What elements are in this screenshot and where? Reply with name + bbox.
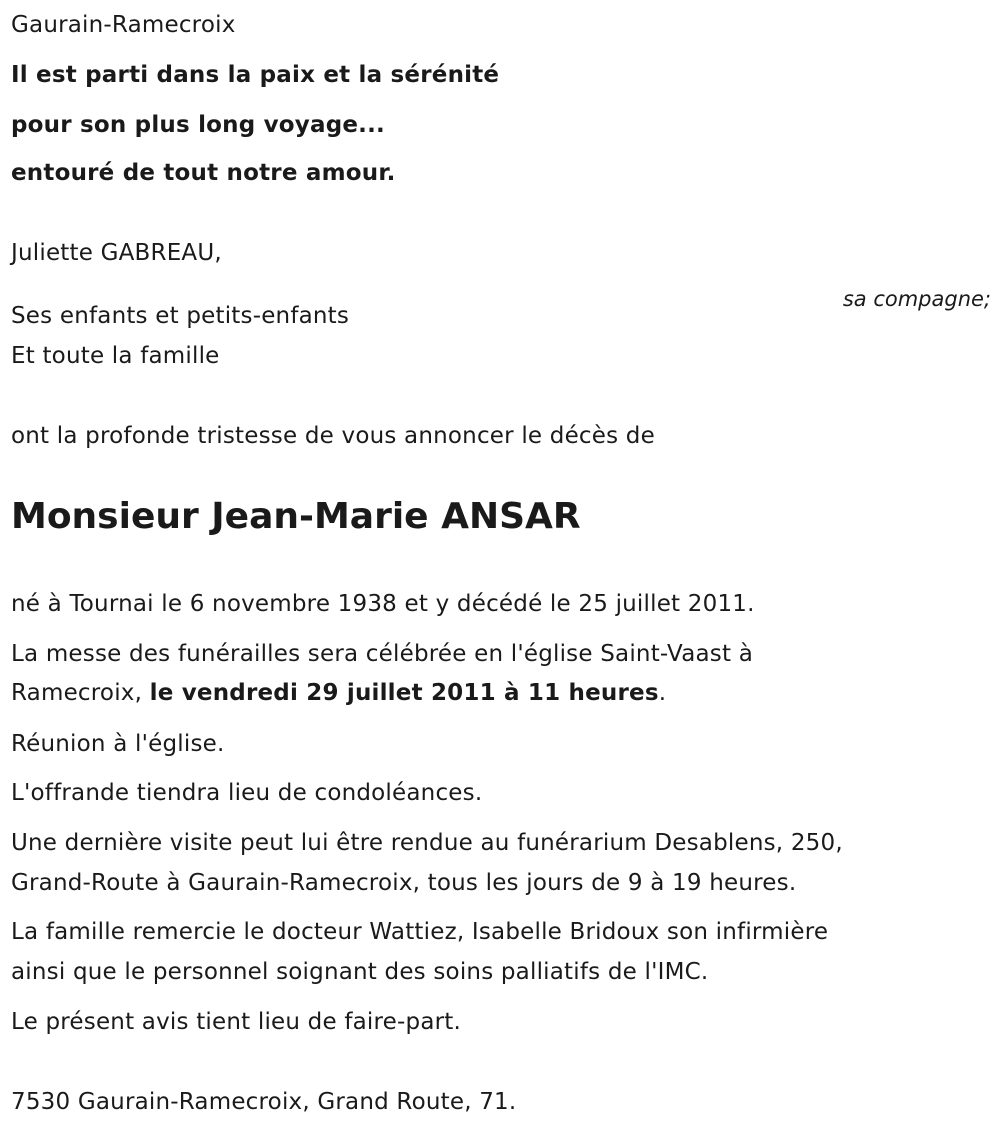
address-line: 7530 Gaurain-Ramecroix, Grand Route, 71. xyxy=(11,1089,517,1115)
funeral-place: Ramecroix, xyxy=(11,680,150,706)
family-line: Et toute la famille xyxy=(11,343,220,369)
visit-line-2: Grand-Route à Gaurain-Ramecroix, tous les jours de 9 à 19 heures. xyxy=(11,870,797,896)
thanks-line-2: ainsi que le personnel soignant des soins palliatifs de l'IMC. xyxy=(11,959,709,985)
funeral-line-2 xyxy=(11,678,666,708)
funeral-datetime: le vendredi 29 juillet 2011 à 11 heures xyxy=(149,680,659,706)
announcement-text: ont la profonde tristesse de vous annoncer le décès de xyxy=(11,423,655,449)
birth-death-line: né à Tournai le 6 novembre 1938 et y décédé le 25 juillet 2011. xyxy=(11,591,755,617)
children-line: Ses enfants et petits-enfants xyxy=(11,303,350,329)
poem-line-1: Il est parti dans la paix et la sérénité xyxy=(11,62,500,88)
poem-line-3: entouré de tout notre amour. xyxy=(11,160,396,186)
funeral-period: . xyxy=(658,680,667,706)
deceased-name: Monsieur Jean-Marie ANSAR xyxy=(11,496,581,537)
visit-line-1: Une dernière visite peut lui être rendue au funérarium Desablens, 250, xyxy=(11,830,843,856)
meeting-line: Réunion à l'église. xyxy=(11,731,225,757)
poem-line-2: pour son plus long voyage... xyxy=(11,112,385,138)
partner-name: Juliette GABREAU, xyxy=(11,240,222,266)
thanks-line-1: La famille remercie le docteur Wattiez, Isabelle Bridoux son infirmière xyxy=(11,919,829,945)
offering-line: L'offrande tiendra lieu de condoléances. xyxy=(11,780,483,806)
notice-line: Le présent avis tient lieu de faire-part. xyxy=(11,1009,462,1035)
partner-role: sa compagne; xyxy=(842,287,991,311)
location-heading: Gaurain-Ramecroix xyxy=(11,12,236,38)
funeral-line-1: La messe des funérailles sera célébrée en l'église Saint-Vaast à xyxy=(11,641,754,667)
